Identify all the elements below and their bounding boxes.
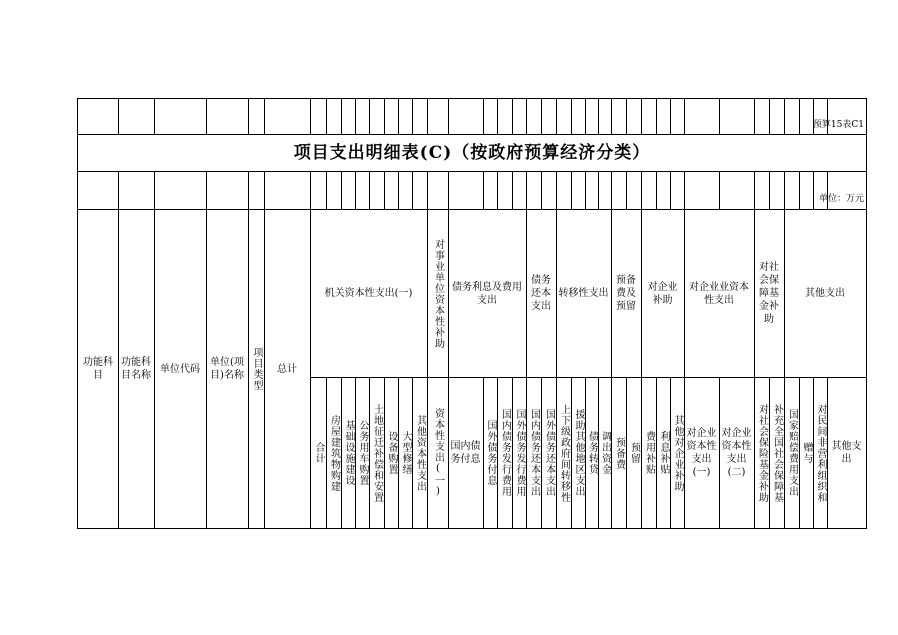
header-unit-code: 单位代码 <box>160 363 200 375</box>
group-other-exp: 其他支出 <box>805 288 845 299</box>
header-func-subject-name: 功能科目名称 <box>121 357 151 381</box>
sub-total: 合计 <box>313 442 324 464</box>
sub-interest-subsidy: 利息补贴 <box>658 431 669 475</box>
sub-domestic-principal: 国内债务还本支出 <box>528 409 540 497</box>
group-capital-exp-1: 机关资本性支出(一) <box>324 288 413 299</box>
sub-national-social-security: 补充全国社会保障基 <box>771 403 783 503</box>
group-debt-interest: 债务利息及费用支出 <box>452 281 522 306</box>
group-institution-capital-subsidy: 对事业单位资本性补助 <box>432 238 444 349</box>
sub-debt-onlending: 债务转贷 <box>586 431 598 475</box>
sub-intergov-transfer: 上下级政府间转移性 <box>558 403 570 503</box>
sub-domestic-issue-fee: 国内债务发行费用 <box>499 409 511 497</box>
group-debt-principal: 债务还本支出 <box>531 275 551 312</box>
sub-building: 房屋建筑物购建 <box>328 414 340 492</box>
sub-reserve-fund: 预备费 <box>613 436 625 470</box>
sub-domestic-interest: 国内债务付息 <box>450 441 481 465</box>
sub-capital-exp-1: 资本性支出(一) <box>432 408 444 498</box>
sub-social-insurance-fund: 对社会保险基金补助 <box>756 403 768 503</box>
header-func-subject: 功能科目 <box>83 357 113 381</box>
header-unit-project-name: 单位(项目)名称 <box>210 357 244 381</box>
sub-expense-subsidy: 费用补贴 <box>643 431 655 475</box>
sub-state-compensation: 国家赔偿费用支出 <box>786 409 798 497</box>
sub-other-capital: 其他资本性支出 <box>414 414 426 492</box>
sub-aid-other-regions: 援助其他地区支出 <box>573 409 584 497</box>
page-title: 项目支出明细表(C)（按政府预算经济分类） <box>293 142 651 163</box>
sub-official-vehicle: 公务用车购置 <box>357 420 368 486</box>
sub-foreign-principal: 国外债务还本支出 <box>543 409 555 497</box>
header-total: 总计 <box>277 363 297 375</box>
group-social-security-fund: 对社会保障基金补助 <box>759 262 779 325</box>
group-reserve: 预备费及预留 <box>616 275 636 312</box>
header-project-type: 项目类型 <box>251 347 262 391</box>
sub-enterprise-capital-1: 对企业资本性支出(一) <box>686 428 717 478</box>
sub-other: 其他支出 <box>831 441 862 465</box>
sub-funds-out: 调出资金 <box>599 431 611 475</box>
sub-equipment: 设备购置 <box>386 431 397 475</box>
sub-land-compensation: 土地征迁补偿和安置 <box>371 403 383 503</box>
sub-foreign-interest: 国外债务付息 <box>485 420 496 486</box>
group-enterprise-capital-exp: 对企业业资本性支出 <box>689 281 749 306</box>
sub-gifts: 赠与 <box>801 442 812 464</box>
sub-enterprise-capital-2: 对企业资本性支出(二) <box>721 428 752 478</box>
unit-note: 单位：万元 <box>818 193 864 204</box>
group-transfer-exp: 转移性支出 <box>558 288 609 299</box>
form-code: 预算15表C1 <box>812 119 864 130</box>
sub-major-repair: 大型修缮 <box>400 431 411 475</box>
sub-retained: 预留 <box>628 442 640 464</box>
group-enterprise-subsidy: 对企业补助 <box>647 281 678 306</box>
sub-infrastructure: 基础设施建设 <box>343 420 354 486</box>
sub-other-enterprise-subsidy: 其他对企业补助 <box>672 414 683 492</box>
sub-nonprofit-org: 对民间非营利组织和 <box>815 403 826 503</box>
sub-foreign-issue-fee: 国外债务发行费用 <box>514 409 525 497</box>
